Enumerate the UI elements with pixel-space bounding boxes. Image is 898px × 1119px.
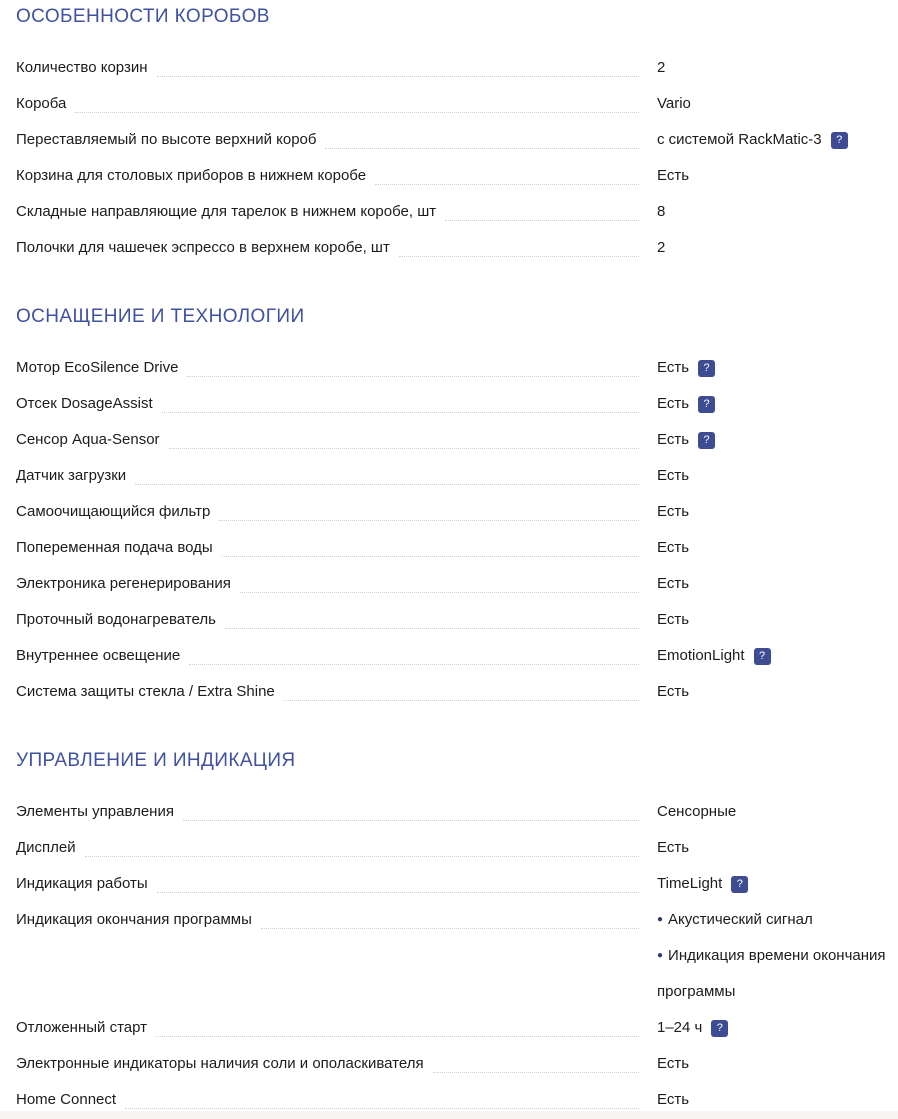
spec-label: Проточный водонагреватель (16, 611, 216, 628)
value-text: TimeLight (657, 875, 723, 892)
dotted-leader (222, 530, 639, 557)
spec-value (657, 86, 898, 122)
dotted-leader (125, 1082, 639, 1109)
value-text: Есть (657, 503, 690, 520)
spec-value (657, 1046, 898, 1082)
spec-row-left (16, 794, 641, 830)
spec-label: Попеременная подача воды (16, 539, 213, 556)
bottom-section-divider (0, 1111, 898, 1119)
dotted-leader (183, 794, 639, 821)
bullet-icon: ● (657, 950, 664, 961)
spec-row (16, 566, 882, 602)
value-text: Есть (657, 395, 690, 412)
spec-label: Отсек DosageAssist (16, 395, 153, 412)
section-title: ОСНАЩЕНИЕ И ТЕХНОЛОГИИ (16, 306, 305, 327)
spec-value (657, 122, 898, 158)
value-text: Сенсорные (657, 803, 737, 820)
spec-label: Электронные индикаторы наличия соли и ополаскивателя (16, 1055, 424, 1072)
spec-label: Переставляемый по высоте верхний короб (16, 131, 317, 148)
dotted-leader (156, 1010, 639, 1037)
spec-row-left (16, 1046, 641, 1082)
spec-value (657, 638, 898, 674)
spec-section (16, 750, 886, 1118)
spec-value (657, 794, 898, 830)
spec-row (16, 158, 882, 194)
spec-row (16, 50, 882, 86)
value-text: 1–24 ч (657, 1019, 703, 1036)
spec-value (657, 194, 898, 230)
value-text: 2 (657, 59, 666, 76)
value-text: 8 (657, 203, 666, 220)
spec-row-left (16, 566, 641, 602)
spec-label: Складные направляющие для тарелок в нижнем коробе, шт (16, 203, 437, 220)
dotted-leader (284, 674, 639, 701)
spec-section (16, 6, 882, 266)
spec-row-left (16, 1010, 641, 1046)
spec-row-left (16, 350, 641, 386)
value-text: с системой RackMatic-3 (657, 131, 822, 148)
spec-row-left (16, 230, 641, 266)
spec-row-left (16, 494, 641, 530)
spec-row-left (16, 638, 641, 674)
dotted-leader (189, 638, 639, 665)
spec-label: Внутреннее освещение (16, 647, 181, 664)
spec-row-left (16, 674, 641, 710)
spec-value (657, 494, 898, 530)
spec-value (657, 566, 898, 602)
section-title: УПРАВЛЕНИЕ И ИНДИКАЦИЯ (16, 750, 296, 771)
dotted-leader (219, 494, 639, 521)
spec-row-left (16, 386, 641, 422)
spec-section (16, 306, 882, 710)
specs-main (16, 6, 886, 1118)
spec-label: Короба (16, 95, 67, 112)
dotted-leader (157, 866, 639, 893)
spec-row-left (16, 194, 641, 230)
spec-row (16, 794, 882, 830)
section-title: ОСОБЕННОСТИ КОРОБОВ (16, 6, 270, 27)
value-text: Есть (657, 683, 690, 700)
dotted-leader (135, 458, 639, 485)
spec-value (657, 386, 898, 422)
spec-row (16, 902, 886, 1010)
value-text: Есть (657, 611, 690, 628)
spec-row (16, 674, 882, 710)
spec-row (16, 386, 882, 422)
value-text: Есть (657, 431, 690, 448)
spec-value (657, 458, 898, 494)
spec-row (16, 194, 882, 230)
dotted-leader (169, 422, 639, 449)
spec-label: Сенсор Aqua-Sensor (16, 431, 160, 448)
dotted-leader (85, 830, 639, 857)
spec-value (657, 602, 898, 638)
spec-row (16, 866, 882, 902)
dotted-leader (445, 194, 639, 221)
dotted-leader (162, 386, 639, 413)
spec-label: Элементы управления (16, 803, 174, 820)
help-icon[interactable]: ? (831, 132, 848, 149)
spec-value (657, 50, 898, 86)
spec-row (16, 1046, 882, 1082)
spec-row-left (16, 530, 641, 566)
value-text: Есть (657, 575, 690, 592)
spec-row (16, 86, 882, 122)
help-icon[interactable]: ? (698, 396, 715, 413)
spec-label: Датчик загрузки (16, 467, 127, 484)
value-bullet-item: ● Индикация времени окончания программы (657, 947, 886, 1000)
spec-value (657, 866, 898, 902)
spec-row-left (16, 602, 641, 638)
dotted-leader (157, 50, 639, 77)
spec-row-left (16, 158, 641, 194)
value-text: Есть (657, 167, 690, 184)
spec-value (657, 350, 898, 386)
value-text: Есть (657, 539, 690, 556)
spec-label: Индикация окончания программы (16, 911, 252, 928)
value-bullet-item: ● Акустический сигнал (657, 911, 813, 928)
dotted-leader (261, 902, 639, 929)
spec-row (16, 530, 882, 566)
value-text: Есть (657, 467, 690, 484)
spec-row-left (16, 866, 641, 902)
spec-row-left (16, 50, 641, 86)
spec-row-left (16, 830, 641, 866)
spec-row (16, 458, 882, 494)
spec-label: Электроника регенерирования (16, 575, 231, 592)
spec-label: Количество корзин (16, 59, 148, 76)
bullet-icon: ● (657, 914, 664, 925)
spec-label: Home Connect (16, 1091, 117, 1108)
value-text: EmotionLight (657, 647, 745, 664)
spec-label: Самоочищающийся фильтр (16, 503, 211, 520)
spec-label: Дисплей (16, 839, 76, 856)
section-rows (16, 794, 886, 1118)
value-text: 2 (657, 239, 666, 256)
spec-row (16, 638, 882, 674)
value-text: Есть (657, 1055, 690, 1072)
dotted-leader (399, 230, 639, 257)
value-text: Есть (657, 1091, 690, 1108)
spec-label: Корзина для столовых приборов в нижнем коробе (16, 167, 367, 184)
help-icon[interactable]: ? (711, 1020, 728, 1037)
spec-value (657, 422, 898, 458)
dotted-leader (225, 602, 639, 629)
spec-row (16, 1010, 882, 1046)
spec-row (16, 830, 882, 866)
help-icon[interactable]: ? (754, 648, 771, 665)
spec-row (16, 230, 882, 266)
spec-label: Система защиты стекла / Extra Shine (16, 683, 275, 700)
spec-label: Отложенный старт (16, 1019, 148, 1036)
help-icon[interactable]: ? (698, 432, 715, 449)
spec-label: Мотор EcoSilence Drive (16, 359, 179, 376)
value-text: Есть (657, 839, 690, 856)
spec-row-left (16, 86, 641, 122)
dotted-leader (433, 1046, 639, 1073)
dotted-leader (187, 350, 639, 377)
section-rows (16, 350, 882, 710)
help-icon[interactable]: ? (698, 360, 715, 377)
spec-label: Полочки для чашечек эспрессо в верхнем коробе, шт (16, 239, 390, 256)
spec-value (657, 230, 898, 266)
spec-value (657, 830, 898, 866)
dotted-leader (375, 158, 639, 185)
dotted-leader (240, 566, 639, 593)
spec-value (657, 530, 898, 566)
section-rows (16, 50, 882, 266)
spec-row (16, 602, 882, 638)
spec-row-left (16, 122, 641, 158)
spec-row (16, 494, 882, 530)
spec-label: Индикация работы (16, 875, 148, 892)
spec-row-left (16, 902, 641, 938)
help-icon[interactable]: ? (731, 876, 748, 893)
value-text: Есть (657, 359, 690, 376)
spec-row-left (16, 458, 641, 494)
dotted-leader (325, 122, 639, 149)
value-text: Vario (657, 95, 691, 112)
spec-value (657, 1010, 898, 1046)
spec-value (657, 902, 898, 1010)
spec-value (657, 674, 898, 710)
dotted-leader (75, 86, 639, 113)
spec-row (16, 422, 882, 458)
spec-value (657, 158, 898, 194)
spec-row (16, 350, 882, 386)
spec-row (16, 122, 882, 158)
spec-row-left (16, 422, 641, 458)
